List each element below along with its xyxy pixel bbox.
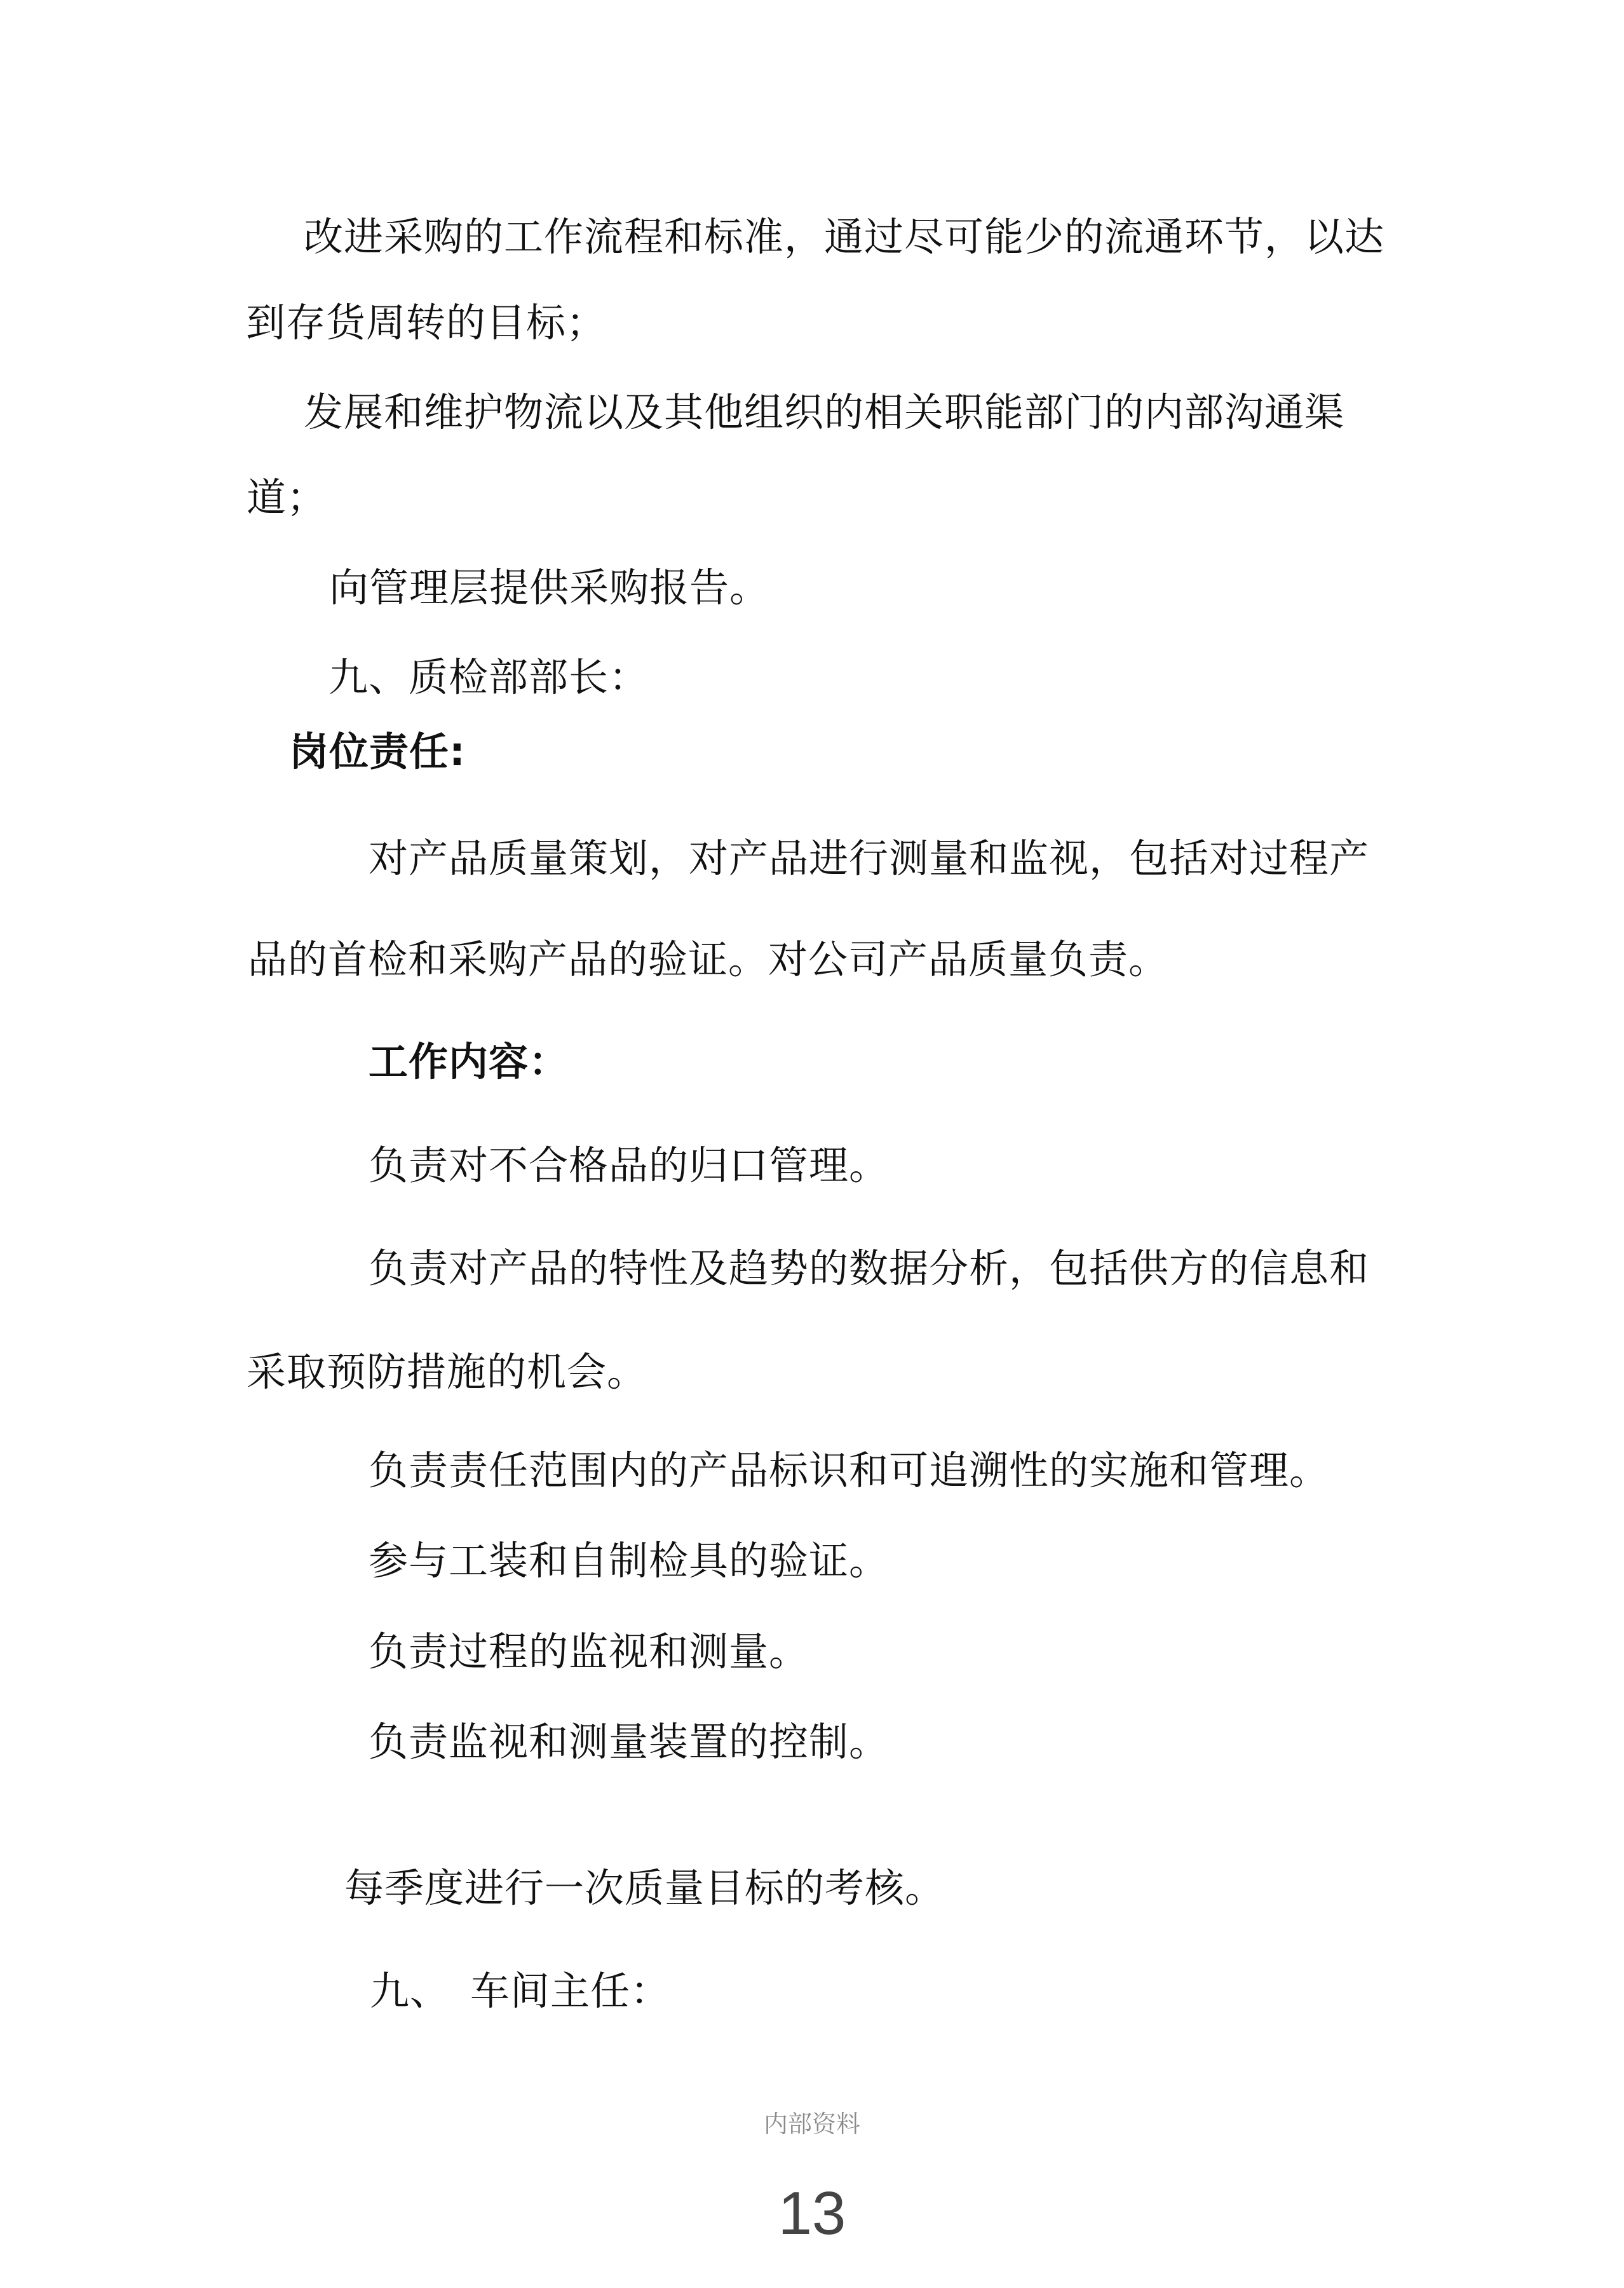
list-item-data-analysis: 负责对产品的特性及趋势的数据分析，包括供方的信息和 <box>369 1245 1370 1291</box>
footer-label: 内部资料 <box>763 2110 860 2138</box>
paragraph-procurement-report: 向管理层提供采购报告。 <box>329 564 770 611</box>
paragraph-improve-procurement-cont: 到存货周转的目标； <box>246 299 607 346</box>
paragraph-quality-planning-cont: 品的首检和采购产品的验证。对公司产品质量负责。 <box>248 936 1169 983</box>
list-item-measuring-equipment: 负责监视和测量装置的控制。 <box>369 1719 890 1765</box>
page-number: 13 <box>778 2179 846 2247</box>
paragraph-improve-procurement: 改进采购的工作流程和标准，通过尽可能少的流通环节，以达 <box>304 214 1385 260</box>
subheading-work-content: 工作内容： <box>369 1038 569 1085</box>
list-item-process-monitoring: 负责过程的监视和测量。 <box>369 1628 809 1675</box>
section-heading-workshop-director: 九、 车间主任： <box>370 1968 671 2014</box>
paragraph-internal-communication-cont: 道； <box>247 474 327 521</box>
list-item-traceability: 负责责任范围内的产品标识和可追溯性的实施和管理。 <box>369 1447 1330 1494</box>
paragraph-quality-planning: 对产品质量策划，对产品进行测量和监视，包括对过程产 <box>369 835 1370 882</box>
paragraph-internal-communication: 发展和维护物流以及其他组织的相关职能部门的内部沟通渠 <box>304 389 1345 435</box>
subheading-responsibilities: 岗位责任: <box>289 728 466 775</box>
list-item-nonconforming: 负责对不合格品的归口管理。 <box>369 1142 890 1188</box>
list-item-quarterly-assessment: 每季度进行一次质量目标的考核。 <box>344 1865 945 1911</box>
section-heading-qc-head: 九、质检部部长： <box>328 654 649 700</box>
list-item-tooling-verification: 参与工装和自制检具的验证。 <box>369 1537 890 1584</box>
list-item-data-analysis-cont: 采取预防措施的机会。 <box>247 1349 647 1395</box>
